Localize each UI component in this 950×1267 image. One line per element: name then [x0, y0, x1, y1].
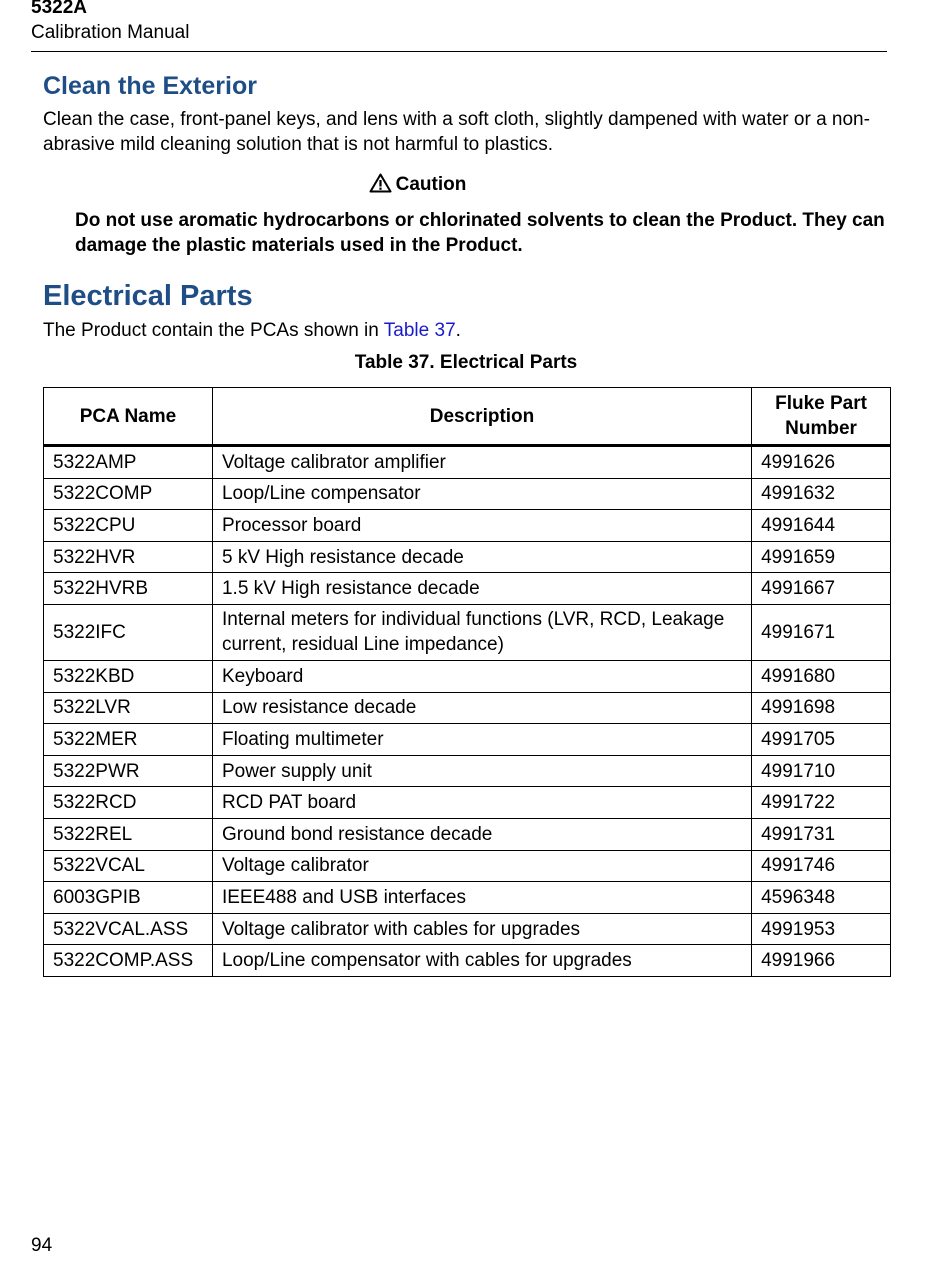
table-row	[44, 755, 891, 787]
table-row	[44, 692, 891, 724]
electrical-parts-table	[43, 387, 891, 977]
pca-name-cell: 5322HVRB	[44, 573, 213, 605]
column-header-part-number: Fluke Part Number	[752, 388, 891, 446]
pca-name-cell: 5322RCD	[44, 787, 213, 819]
part-number-cell: 4596348	[752, 882, 891, 914]
electrical-parts-intro	[43, 318, 893, 343]
part-number-cell: 4991722	[752, 787, 891, 819]
description-cell: Ground bond resistance decade	[212, 818, 751, 850]
pca-name-cell: 5322VCAL.ASS	[44, 913, 213, 945]
table-row	[44, 945, 891, 977]
part-number-cell: 4991966	[752, 945, 891, 977]
caution-heading	[0, 172, 835, 201]
part-number-cell: 4991698	[752, 692, 891, 724]
part-number-cell: 4991644	[752, 510, 891, 542]
part-number-cell: 4991710	[752, 755, 891, 787]
table-row	[44, 541, 891, 573]
header-divider	[31, 51, 887, 52]
description-cell: Voltage calibrator with cables for upgrades	[212, 913, 751, 945]
part-number-cell: 4991705	[752, 724, 891, 756]
part-number-cell: 4991953	[752, 913, 891, 945]
description-cell: Loop/Line compensator	[212, 478, 751, 510]
warning-triangle-icon	[369, 173, 392, 201]
pca-name-cell: 5322IFC	[44, 604, 213, 660]
description-cell: Processor board	[212, 510, 751, 542]
description-cell: Internal meters for individual functions (LVR, RCD, Leakage current, residual Line impedance)	[212, 604, 751, 660]
page-header	[31, 0, 887, 46]
pca-name-cell: 5322REL	[44, 818, 213, 850]
table-row	[44, 882, 891, 914]
section-heading-electrical-parts: Electrical Parts	[43, 280, 253, 312]
part-number-cell: 4991680	[752, 660, 891, 692]
table-row	[44, 660, 891, 692]
caution-text: Do not use aromatic hydrocarbons or chlorinated solvents to clean the Product. They can damage the plastic materials used in the Product.	[75, 210, 885, 256]
table-37-link[interactable]: Table 37	[383, 320, 456, 341]
column-header-description: Description	[212, 388, 751, 446]
part-number-cell: 4991659	[752, 541, 891, 573]
table-body	[44, 446, 891, 977]
table-row	[44, 573, 891, 605]
product-model: 5322A	[31, 0, 87, 18]
pca-name-cell: 5322PWR	[44, 755, 213, 787]
description-cell: Low resistance decade	[212, 692, 751, 724]
description-cell: Voltage calibrator amplifier	[212, 446, 751, 479]
description-cell: 5 kV High resistance decade	[212, 541, 751, 573]
part-number-cell: 4991731	[752, 818, 891, 850]
pca-name-cell: 6003GPIB	[44, 882, 213, 914]
pca-name-cell: 5322VCAL	[44, 850, 213, 882]
part-number-cell: 4991626	[752, 446, 891, 479]
description-cell: RCD PAT board	[212, 787, 751, 819]
caution-label: Caution	[395, 174, 467, 195]
table-row	[44, 787, 891, 819]
pca-name-cell: 5322COMP.ASS	[44, 945, 213, 977]
table-row	[44, 818, 891, 850]
intro-text: The Product contain the PCAs shown in	[43, 320, 384, 341]
description-cell: Floating multimeter	[212, 724, 751, 756]
description-cell: IEEE488 and USB interfaces	[212, 882, 751, 914]
section-heading-clean-exterior: Clean the Exterior	[43, 72, 257, 100]
table-row	[44, 724, 891, 756]
clean-exterior-paragraph: Clean the case, front-panel keys, and lens with a soft cloth, slightly dampened with water or a non-abrasive mild cleaning solution that is not harmful to plastics.	[43, 109, 870, 155]
column-header-pca-name: PCA Name	[44, 388, 213, 446]
description-cell: Voltage calibrator	[212, 850, 751, 882]
table-row	[44, 478, 891, 510]
table-row	[44, 850, 891, 882]
pca-name-cell: 5322AMP	[44, 446, 213, 479]
part-number-cell: 4991746	[752, 850, 891, 882]
pca-name-cell: 5322KBD	[44, 660, 213, 692]
pca-name-cell: 5322HVR	[44, 541, 213, 573]
pca-name-cell: 5322CPU	[44, 510, 213, 542]
table-row	[44, 913, 891, 945]
table-row	[44, 604, 891, 660]
part-number-cell: 4991671	[752, 604, 891, 660]
part-number-cell: 4991632	[752, 478, 891, 510]
page-number: 94	[31, 1235, 53, 1256]
table-row	[44, 510, 891, 542]
description-cell: 1.5 kV High resistance decade	[212, 573, 751, 605]
manual-title: Calibration Manual	[31, 22, 190, 43]
table-caption: Table 37. Electrical Parts	[354, 352, 578, 373]
table-row	[44, 446, 891, 479]
pca-name-cell: 5322LVR	[44, 692, 213, 724]
pca-name-cell: 5322MER	[44, 724, 213, 756]
table-header-row	[44, 388, 891, 446]
intro-period: .	[455, 320, 461, 341]
part-number-cell: 4991667	[752, 573, 891, 605]
description-cell: Power supply unit	[212, 755, 751, 787]
pca-name-cell: 5322COMP	[44, 478, 213, 510]
description-cell: Keyboard	[212, 660, 751, 692]
description-cell: Loop/Line compensator with cables for upgrades	[212, 945, 751, 977]
